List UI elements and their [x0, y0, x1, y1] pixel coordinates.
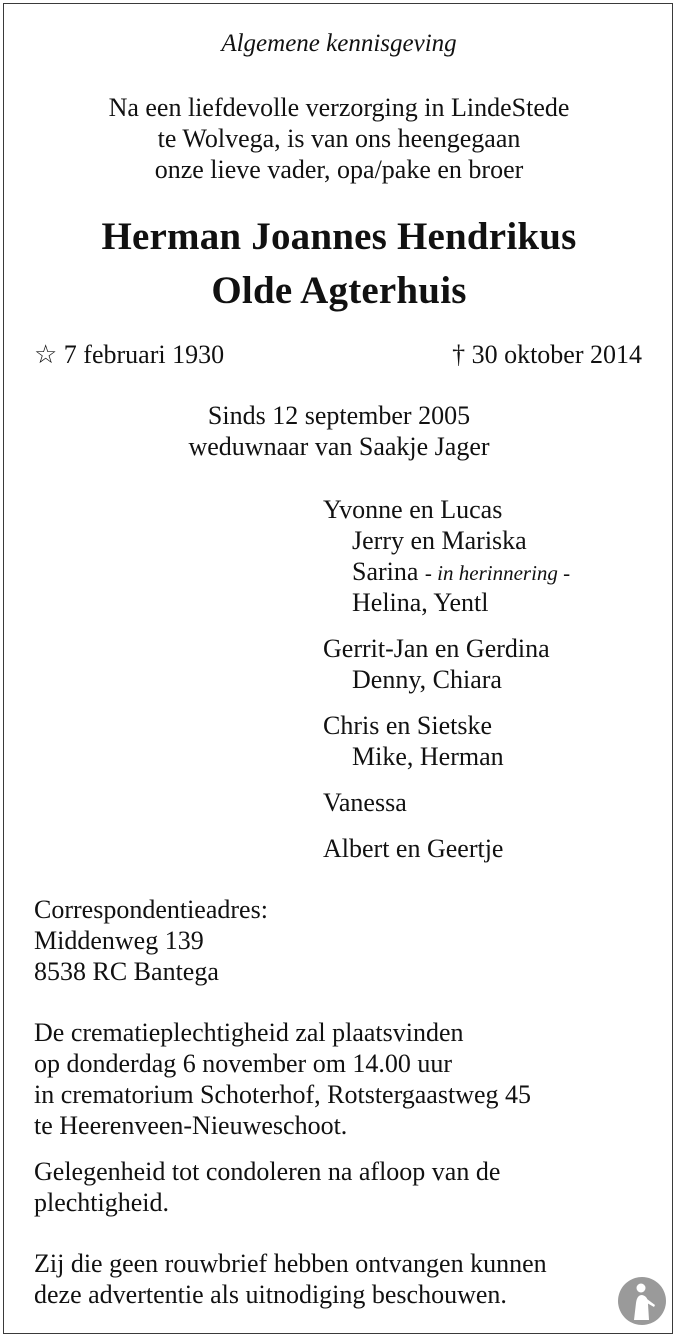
memorial-figure-logo-icon — [617, 1276, 667, 1326]
invitation-line: Zij die geen rouwbrief hebben ontvangen kunnen — [34, 1249, 547, 1278]
family-group — [323, 494, 570, 618]
family-group — [323, 787, 570, 818]
correspondence-address — [34, 894, 268, 987]
condolence-line: Gelegenheid tot condoleren na afloop van de — [34, 1157, 501, 1186]
intro-line: te Wolvega, is van ons heengegaan — [157, 124, 521, 153]
family-parent: Chris en Sietske — [323, 711, 492, 740]
memorial-note: - in herinnering - — [424, 561, 571, 585]
intro-text — [0, 92, 678, 185]
address-postal: 8538 RC Bantega — [34, 957, 219, 986]
family-child-memorial — [323, 556, 570, 587]
family-child: Jerry en Mariska — [352, 526, 527, 555]
invitation-note — [34, 1248, 547, 1310]
widower-line: weduwnaar van Saakje Jager — [188, 432, 490, 461]
family-group — [323, 833, 570, 864]
condolence-info — [34, 1156, 500, 1218]
address-label: Correspondentieadres: — [34, 895, 268, 924]
ceremony-info — [34, 1017, 531, 1141]
family-child: Sarina — [352, 557, 419, 586]
ceremony-line: te Heerenveen-Nieuweschoot. — [34, 1111, 348, 1140]
family-group — [323, 633, 570, 695]
family-group — [323, 710, 570, 772]
family-child: Helina, Yentl — [352, 588, 489, 617]
death-date: † 30 oktober 2014 — [452, 340, 642, 369]
family-child: Mike, Herman — [352, 742, 504, 771]
family-list — [323, 494, 570, 879]
family-parent: Yvonne en Lucas — [323, 495, 503, 524]
family-parent: Vanessa — [323, 788, 407, 817]
address-street: Middenweg 139 — [34, 926, 204, 955]
name-line-first: Herman Joannes Hendrikus — [101, 215, 577, 258]
ceremony-line: De crematieplechtigheid zal plaatsvinden — [34, 1018, 464, 1047]
family-parent: Albert en Geertje — [323, 834, 504, 863]
name-line-last: Olde Agterhuis — [211, 269, 467, 312]
ceremony-line: op donderdag 6 november om 14.00 uur — [34, 1049, 453, 1078]
family-parent: Gerrit-Jan en Gerdina — [323, 634, 550, 663]
widower-text — [0, 400, 678, 462]
family-child: Denny, Chiara — [352, 665, 502, 694]
condolence-line: plechtigheid. — [34, 1188, 170, 1217]
notice-heading: Algemene kennisgeving — [221, 30, 457, 57]
intro-line: onze lieve vader, opa/pake en broer — [154, 155, 524, 184]
birth-date: ☆ 7 februari 1930 — [34, 340, 225, 369]
intro-line: Na een liefdevolle verzorging in LindeStede — [108, 93, 570, 122]
invitation-line: deze advertentie als uitnodiging beschouwen. — [34, 1280, 507, 1309]
deceased-name — [0, 210, 678, 318]
widower-line: Sinds 12 september 2005 — [207, 401, 471, 430]
ceremony-line: in crematorium Schoterhof, Rotstergaastweg 45 — [34, 1080, 532, 1109]
